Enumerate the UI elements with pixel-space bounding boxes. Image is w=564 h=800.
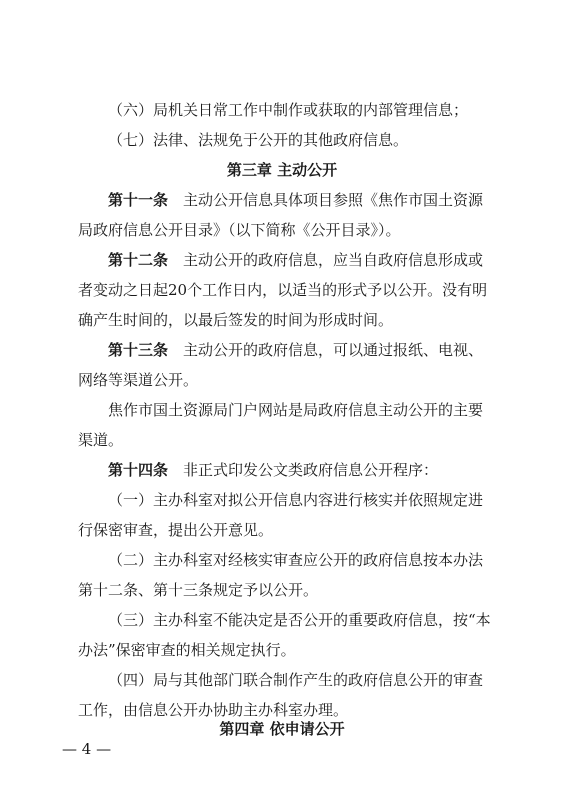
text-line [0,430,564,450]
text-line [0,640,564,660]
line-text: 非正式印发公文类政府信息公开程序： [168,461,439,479]
text-line [0,370,564,390]
line-text: 办法”保密审查的相关规定执行。 [78,641,296,659]
article-number: 第十四条 [108,461,169,479]
article-line [0,340,564,360]
article-line [0,460,564,480]
article-line [0,190,564,210]
article-number: 第十三条 [108,341,169,359]
text-line [0,610,564,630]
article-number: 第十一条 [108,191,169,209]
line-text: 网络等渠道公开。 [78,371,199,389]
line-text: 行保密审查，提出公开意见。 [78,521,274,539]
text-line [0,130,564,150]
chapter-heading [0,719,564,739]
line-text: （三）主办科室不能决定是否公开的重要政府信息，按“本 [108,611,491,629]
line-text: 确产生时间的，以最后签发的时间为形成时间。 [78,311,394,329]
text-line [0,400,564,420]
line-text: 第十二条、第十三条规定予以公开。 [78,581,319,599]
text-line [0,490,564,510]
line-text: （四）局与其他部门联合制作产生的政府信息公开的审查 [108,671,484,689]
line-text: 主动公开的政府信息，应当自政府信息形成或 [168,251,484,269]
chapter-title: 第四章 依申请公开 [219,720,345,738]
line-text: （六）局机关日常工作中制作或获取的内部管理信息； [108,101,469,119]
text-line [0,220,564,240]
text-line [0,280,564,300]
text-line [0,100,564,120]
page-number: — 4 — [62,740,112,758]
text-line [0,580,564,600]
line-text: 主动公开的政府信息，可以通过报纸、电视、 [168,341,484,359]
article-number: 第十二条 [108,251,169,269]
line-text: 渠道。 [78,431,124,449]
line-text: 局政府信息公开目录》（以下简称《公开目录》）。 [78,221,401,239]
text-line [0,700,564,720]
line-text: （二）主办科室对经核实审查应公开的政府信息按本办法 [108,551,484,569]
text-line [0,310,564,330]
text-line [0,550,564,570]
article-line [0,250,564,270]
text-line [0,520,564,540]
line-text: （一）主办科室对拟公开信息内容进行核实并依照规定进 [108,491,484,509]
line-text: 焦作市国土资源局门户网站是局政府信息主动公开的主要 [108,401,484,419]
chapter-title: 第三章 主动公开 [226,161,338,179]
line-text: （七）法律、法规免于公开的其他政府信息。 [108,131,409,149]
line-text: 主动公开信息具体项目参照《焦作市国土资源 [168,191,484,209]
chapter-heading [0,160,564,180]
text-line [0,670,564,690]
line-text: 工作，由信息公开办协助主办科室办理。 [78,701,349,719]
line-text: 者变动之日起20个工作日内，以适当的形式予以公开。没有明 [78,281,488,299]
